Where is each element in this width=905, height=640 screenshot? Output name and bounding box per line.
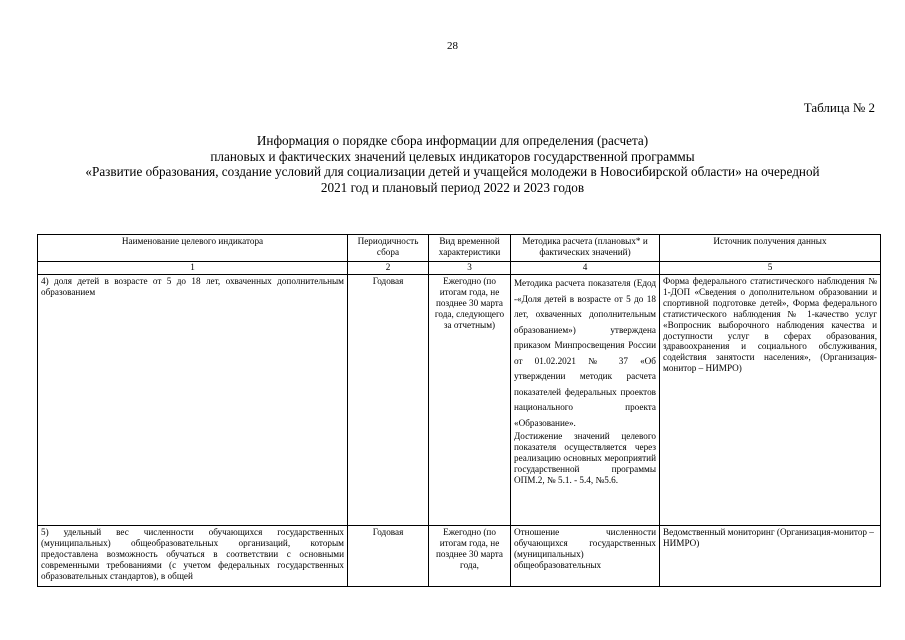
- header-indicator-name: Наименование целевого индикатора: [38, 235, 348, 262]
- method-paragraph: Достижение значений целевого показателя осуществляется через реализацию основных мероприятий государственной программы ОПМ.2, № 5.1. - 5.4, №5.6.: [514, 431, 656, 485]
- column-number: 5: [660, 262, 881, 275]
- indicator-name-cell: 4) доля детей в возрасте от 5 до 18 лет, охваченных дополнительным образованием: [38, 275, 348, 526]
- table-row: [38, 526, 881, 587]
- column-number: 4: [511, 262, 660, 275]
- column-number: 3: [429, 262, 511, 275]
- document-heading: [20, 133, 885, 195]
- heading-line: плановых и фактических значений целевых индикаторов государственной программы: [210, 148, 695, 164]
- table-label: Таблица № 2: [803, 100, 875, 115]
- header-method: Методика расчета (плановых* и фактических значений): [511, 235, 660, 262]
- column-number: 2: [348, 262, 429, 275]
- heading-line: 2021 год и плановый период 2022 и 2023 годов: [320, 179, 585, 195]
- heading-line: «Развитие образования, создание условий для социализации детей и учащейся молодежи в Новосибирской области» на очередной: [85, 164, 820, 180]
- method-cell: [511, 275, 660, 526]
- column-number: 1: [38, 262, 348, 275]
- heading-line: Информация о порядке сбора информации для определения (расчета): [256, 133, 649, 148]
- time-characteristic-cell: Ежегодно (по итогам года, не позднее 30 марта года, следующего за отчетным): [429, 275, 511, 526]
- indicator-name-cell: 5) удельный вес численности обучающихся государственных (муниципальных) общеобразовательных организаций, которым предоставлена возможность обучаться в соответствии с основными современными требованиями (с учетом федеральных государственных образовательных стандартов), в общей: [38, 526, 348, 587]
- indicators-table: [37, 234, 881, 587]
- table-row: [38, 275, 881, 526]
- time-characteristic-cell: Ежегодно (по итогам года, не позднее 30 марта года,: [429, 526, 511, 587]
- data-source-cell: Форма федерального статистического наблюдения № 1-ДОП «Сведения о дополнительном образовании и спортивной подготовке детей», Форма федерального статистического наблюдения № 1-качество услуг «Вопросник выборочного наблюдения качества и доступности услуг в сферах образования, здравоохранения и социального обслуживания, содействия занятости населения», (Организация-монитор – НИМРО): [660, 275, 881, 526]
- periodicity-cell: Годовая: [348, 275, 429, 526]
- data-source-cell: Ведомственный мониторинг (Организация-монитор – НИМРО): [660, 526, 881, 587]
- header-time-characteristic: Вид временной характеристики: [429, 235, 511, 262]
- method-cell: [511, 526, 660, 587]
- header-periodicity: Периодичность сбора: [348, 235, 429, 262]
- method-paragraph: Отношение численности обучающихся государственных (муниципальных) общеобразовательных: [514, 527, 656, 570]
- column-number-row: [38, 262, 881, 275]
- method-paragraph: Методика расчета показателя (Едод -«Доля детей в возрасте от 5 до 18 лет, охваченных дополнительным образованием») утверждена приказом Минпросвещения России от 01.02.2021 № 37 «Об утверждении методик расчета показателей федеральных проектов национального проекта «Образование».: [514, 278, 656, 428]
- header-data-source: Источник получения данных: [660, 235, 881, 262]
- table-header-row: [38, 235, 881, 262]
- page-number: 28: [447, 40, 458, 52]
- periodicity-cell: Годовая: [348, 526, 429, 587]
